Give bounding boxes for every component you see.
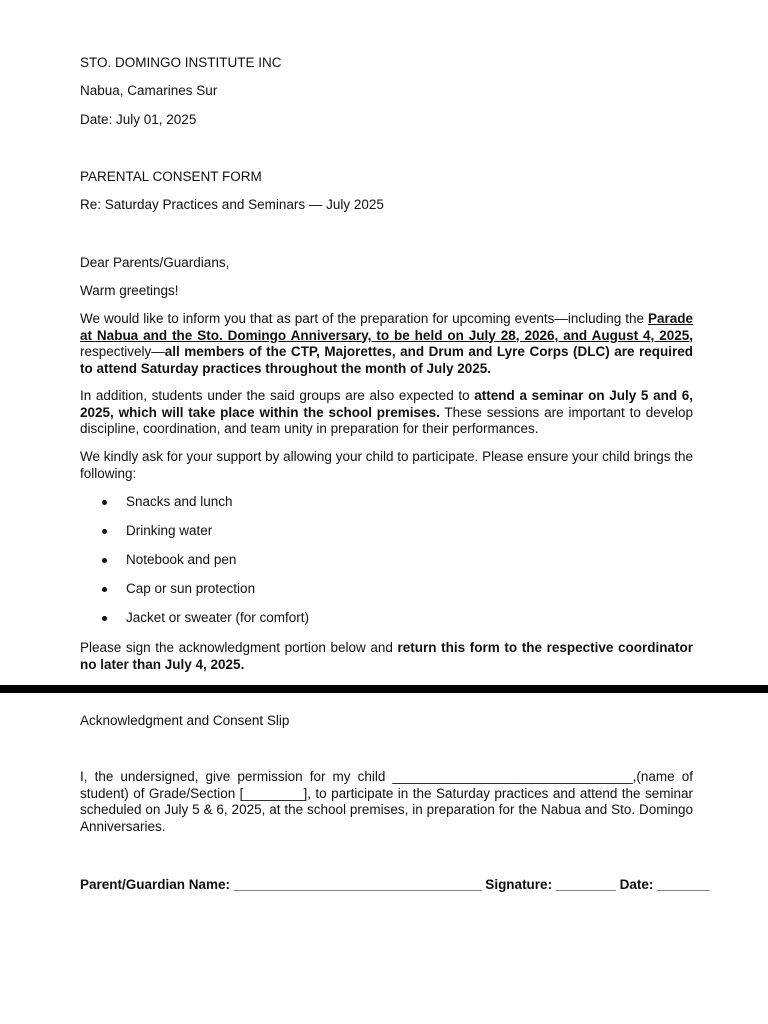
items-list [80, 492, 309, 637]
list-item-label: Cap or sun protection [126, 581, 256, 596]
list-item [80, 521, 309, 550]
signature-line: Parent/Guardian Name: _________________________________ Signature: ________ Date: _______ [80, 877, 710, 892]
paragraph-events-dates: Parade at Nabua and the Sto. Domingo Anniversary, to be held on July 28, 2026, and August 4, 2025, [80, 311, 693, 343]
form-title: PARENTAL CONSENT FORM [80, 169, 262, 184]
list-item [80, 579, 309, 608]
paragraph-return-intro: Please sign the acknowledgment portion below and [80, 640, 398, 655]
list-item-label: Snacks and lunch [126, 494, 233, 509]
list-item-label: Drinking water [126, 523, 213, 538]
greeting: Warm greetings! [80, 283, 179, 298]
bullet-icon [102, 558, 107, 563]
paragraph-seminar [80, 388, 693, 438]
slip-title: Acknowledgment and Consent Slip [80, 713, 290, 728]
paragraph-events-intro: We would like to inform you that as part of the preparation for upcoming events—including the [80, 311, 648, 326]
list-item-label: Notebook and pen [126, 552, 237, 567]
paragraph-support: We kindly ask for your support by allowing your child to participate. Please ensure your child brings the following: [80, 449, 693, 481]
bullet-icon [102, 529, 107, 534]
paragraph-events-respectively: respectively— [80, 344, 165, 359]
paragraph-return-deadline: return this form to the respective coordinator no later than July 4, 2025. [80, 640, 694, 672]
list-item [80, 550, 309, 579]
paragraph-events [80, 311, 693, 377]
salutation: Dear Parents/Guardians, [80, 255, 230, 270]
bullet-icon [102, 587, 107, 592]
paragraph-seminar-dates: attend a seminar on July 5 and 6, 2025, which will take place within the school premises. [80, 388, 693, 420]
school-name: STO. DOMINGO INSTITUTE INC [80, 55, 282, 70]
list-item [80, 608, 309, 637]
paragraph-seminar-intro: In addition, students under the said groups are also expected to [80, 388, 475, 403]
paragraph-events-requirement: all members of the CTP, Majorettes, and Drum and Lyre Corps (DLC) are required to attend Saturday practices throughout the month of July 2025. [80, 344, 693, 376]
letter-date: Date: July 01, 2025 [80, 112, 197, 127]
bullet-icon [102, 500, 107, 505]
list-item [80, 492, 309, 521]
paragraph-return [80, 640, 693, 673]
slip-permission-text: I, the undersigned, give permission for my child ________________________________,(name of student) of Grade/Section [________], to participate in the Saturday practices and attend the seminar scheduled on July 5 & 6, 2025, at the school premises, in preparation for the Nabua and Sto. Domingo Anniversaries. [80, 769, 693, 834]
paragraph-seminar-purpose: These sessions are important to develop discipline, coordination, and team unity in preparation for their performances. [80, 404, 693, 436]
section-divider [0, 685, 768, 693]
list-item-label: Jacket or sweater (for comfort) [126, 610, 310, 625]
form-subject: Re: Saturday Practices and Seminars — July 2025 [80, 197, 384, 212]
bullet-icon [102, 616, 107, 621]
school-location: Nabua, Camarines Sur [80, 83, 218, 98]
